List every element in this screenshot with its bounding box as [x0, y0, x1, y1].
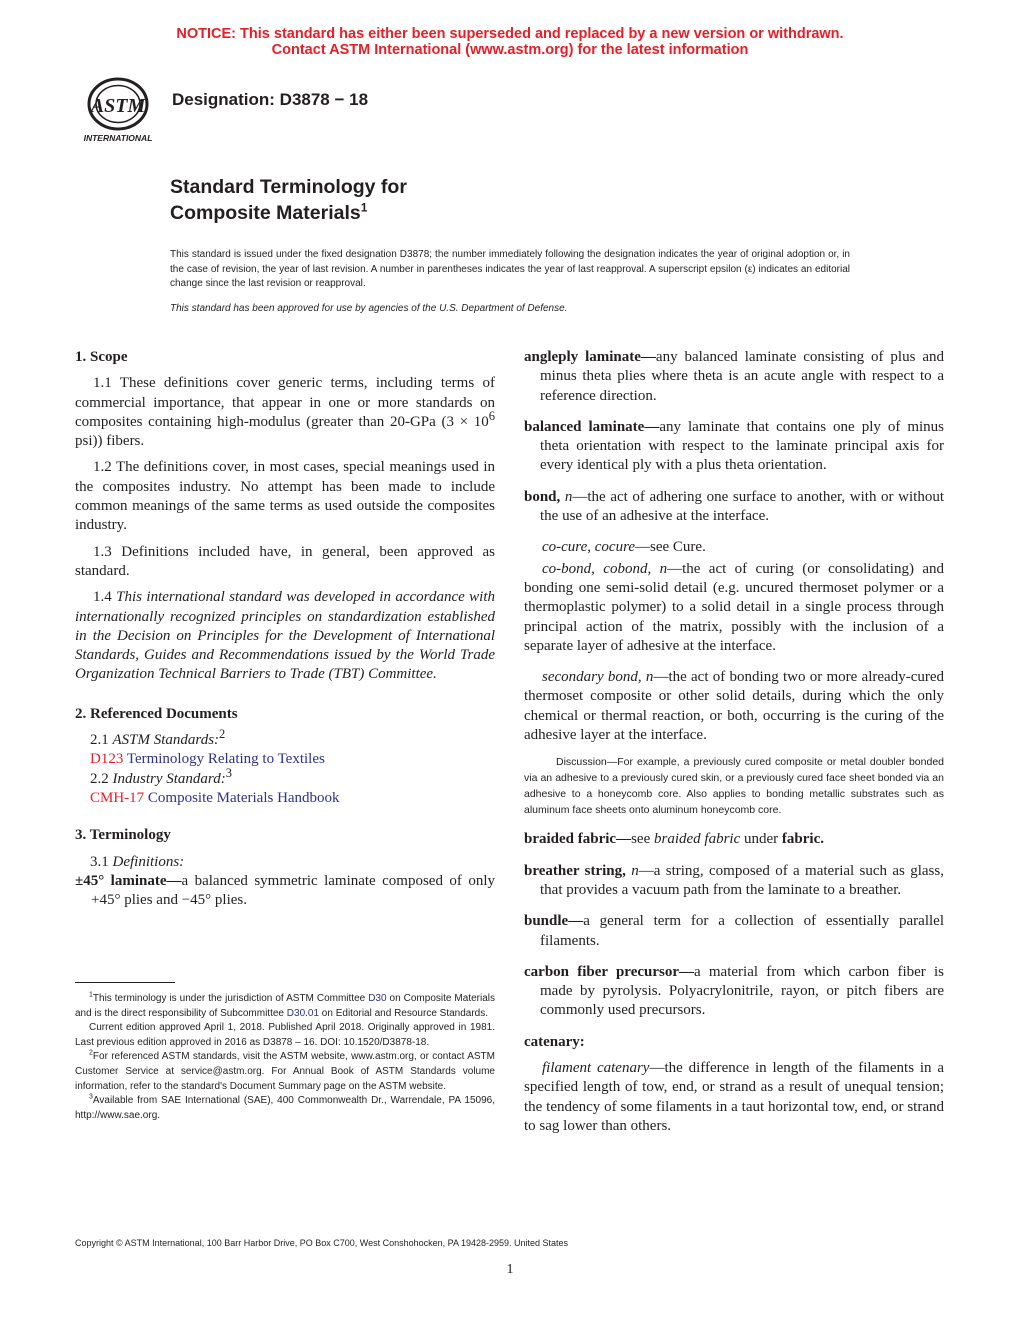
referenced-documents-heading: 2. Referenced Documents [75, 705, 238, 722]
notice-line-1: NOTICE: This standard has either been superseded and replaced by a new version or withdrawn. [176, 26, 844, 42]
preamble: This standard is issued under the fixed designation D3878; the number immediately following the designation indicates the year of original adoption or, in the case of revision, the year of last revision. A number in parentheses indicates the year of last reapproval. A superscript epsilon (ε) indicates an editorial change since the last revision or reapproval. [170, 249, 850, 289]
page-number: 1 [506, 1262, 514, 1277]
term-bundle: bundle—a general term for a collection of essentially parallel filaments. [524, 913, 944, 949]
definitions-label: 3.1 Definitions: [90, 853, 185, 870]
link-cmh17[interactable]: CMH-17 [90, 789, 145, 806]
withdrawal-notice [0, 26, 1020, 58]
footnotes [75, 992, 495, 1123]
scope-1-2: 1.2 The definitions cover, in most cases, special meanings used in the composites industry. No attempt has been made to include common meanings of the same terms as used outside the composites industry. [75, 459, 495, 534]
notice-line-2: Contact ASTM International (www.astm.org) for the latest information [271, 42, 749, 58]
link-cmh17-title[interactable]: Composite Materials Handbook [147, 789, 340, 806]
title-line-2: Composite Materials [170, 202, 361, 224]
term-45-laminate: ±45° laminate—a balanced symmetric laminate composed of only +45° plies and −45° plies. [75, 872, 495, 909]
term-carbon-fiber-precursor: carbon fiber precursor—a material from which carbon fiber is made by pyrolysis. Polyacrylonitrile, rayon, or pitch fibers are commonly used precursors. [524, 963, 944, 1019]
astm-logo-text: INTERNATIONAL [83, 133, 153, 143]
copyright: Copyright © ASTM International, 100 Barr Harbor Drive, PO Box C700, West Conshohocken, PA 19428-2959. United States [75, 1238, 569, 1248]
ref-cmh17 [90, 789, 495, 808]
footnote-3: $^3$Available from SAE International (SAE), 400 Commonwealth Dr., Warrendale, PA 15096, http://www.sae.org. [75, 1093, 495, 1121]
title-line-1: Standard Terminology for [170, 176, 407, 198]
title-footnote-mark: 1 [360, 200, 368, 215]
right-column [524, 348, 944, 1143]
footnote-2: $^2$For referenced ASTM standards, visit the ASTM website, www.astm.org, or contact ASTM Customer Service at service@astm.org. For Annual Book of ASTM Standards volume information, refer to the standard's Document Summary page on the ASTM website. [75, 1050, 495, 1092]
scope-heading: 1. Scope [75, 349, 128, 365]
term-catenary: catenary: [524, 1033, 585, 1050]
term-secondary-bond: secondary bond, n—the act of bonding two or more already-cured thermoset composite or other solid details, during which the only chemical or thermal reaction, or both, occurring is the curing of the adhesive layer at the interface. [524, 669, 945, 744]
footnote-rule [75, 982, 175, 983]
dod-approval: This standard has been approved for use by agencies of the U.S. Department of Defense. [170, 303, 568, 314]
footnote-1: $^1$This terminology is under the jurisdiction of ASTM Committee D30 on Composite Materials and is the direct responsibility of Subcommittee D30.01 on Editorial and Resource Standards. [75, 991, 496, 1019]
terminology-heading: 3. Terminology [75, 827, 171, 844]
ref-d123 [90, 750, 495, 769]
link-d30[interactable]: D30 [368, 993, 387, 1004]
term-braided-fabric: braided fabric—see braided fabric under fabric. [524, 831, 824, 848]
term-angleply-laminate: angleply laminate—any balanced laminate consisting of plus and minus theta plies where theta is an acute angle with respect to a reference direction. [524, 349, 944, 404]
page-title [170, 174, 407, 226]
term-filament-catenary: filament catenary—the difference in length of the filaments in a specified length of tow, end, or strand as a result of unequal tension; the tendency of some filaments in a taut horizontal tow, end, or strand to sag lower than others. [524, 1060, 944, 1134]
left-column [75, 348, 495, 917]
astm-standards-label: 2.1 ASTM Standards:$^2$ [90, 727, 226, 749]
link-d30-01[interactable]: D30.01 [286, 1007, 320, 1019]
term-co-cure: co-cure, cocure—see Cure. [542, 539, 706, 556]
industry-standard-label: 2.2 Industry Standard:$^3$ [90, 765, 232, 787]
astm-logo-mark: ASTM [90, 95, 146, 117]
scope-1-3: 1.3 Definitions included have, in general, been approved as standard. [75, 543, 495, 579]
footnote-1-edition: Current edition approved April 1, 2018. Published April 2018. Originally approved in 1981. Last previous edition approved in 2016 as D3878 – 16. DOI: 10.1520/D3878-18. [75, 1022, 495, 1048]
term-breather-string: breather string, n—a string, composed of a material such as glass, that provides a vacuum path from the laminate to a breather. [524, 862, 944, 898]
link-d123[interactable]: D123 [90, 751, 124, 768]
astm-logo [72, 74, 164, 146]
term-co-bond: co-bond, cobond, n—the act of curing (or consolidating) and bonding one semi-solid detail (e.g. uncured thermoset polymer or a thermoplastic polymer) to a solid detail in a single process through principal action of the matrix, possibly with the inclusion of a separate layer of adhesive at the interface. [524, 560, 945, 654]
scope-1-1: 1.1 These definitions cover generic terms, including terms of commercial importance, that appear in one or more standards on composites containing high-modulus (greater than 20-GPa ($3 \times 10^6$ psi)) fibers. [75, 375, 495, 450]
term-balanced-laminate: balanced laminate—any laminate that contains one ply of minus theta orientation with respect to the laminate principal axis for every identical ply with a plus theta orientation. [524, 418, 944, 474]
link-d123-title[interactable]: Terminology Relating to Textiles [126, 751, 325, 768]
scope-1-4: 1.4 This international standard was developed in accordance with internationally recognized principles on standardization established in the Decision on Principles for the Development of International Standards, Guides and Recommendations issued by the World Trade Organization Technical Barriers to Trade (TBT) Committee. [75, 589, 495, 683]
discussion-note: Discussion—For example, a previously cured composite or metal doubler bonded via an adhesive to a previously cured skin, or a previously cured face sheet bonded via an adhesive to a honeycomb core. Also applies to bonding metallic substrates such as aluminum face sheets onto aluminum honeycomb core. [524, 756, 944, 817]
term-bond: bond, n—the act of adhering one surface to another, with or without the use of an adhesive at the interface. [524, 488, 944, 525]
designation: Designation: D3878 − 18 [172, 90, 369, 109]
